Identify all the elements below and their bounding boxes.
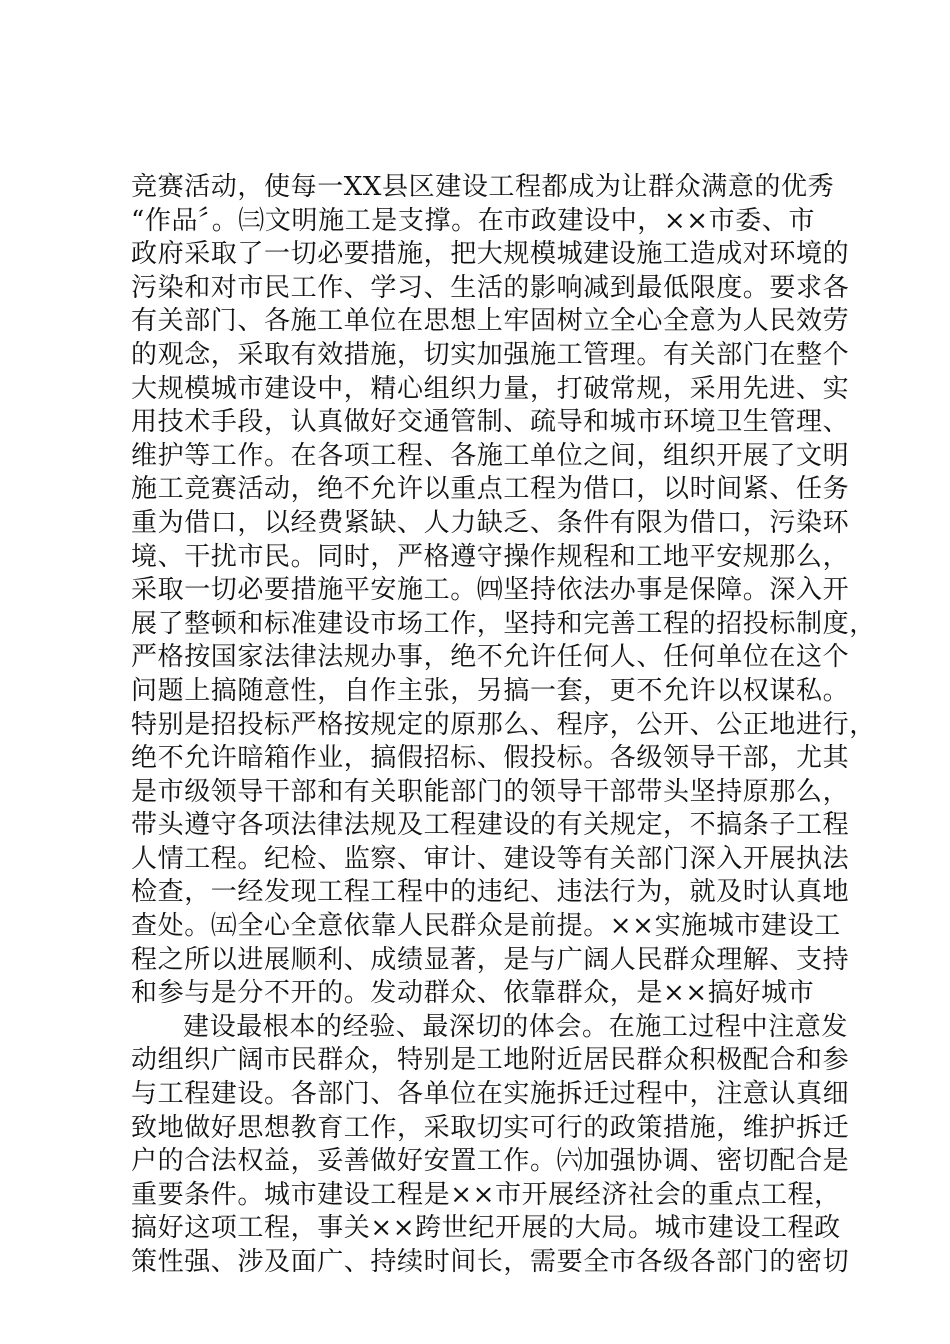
text-line: 是市级领导干部和有关职能部门的领导干部带头坚持原那么，	[131, 776, 850, 807]
text-line: 展了整顿和标准建设市场工作，坚持和完善工程的招投标制度，	[131, 608, 876, 639]
text-line: 重为借口，以经费紧缺、人力缺乏、条件有限为借口，污染环	[131, 507, 850, 538]
text-line: 绝不允许暗箱作业，搞假招标、假投标。各级领导干部，尤其	[131, 743, 850, 774]
text-line: 污染和对市民工作、学习、生活的影响减到最低限度。要求各	[131, 272, 850, 303]
text-line: 检查，一经发现工程工程中的违纪、违法行为，就及时认真地	[131, 877, 850, 908]
text-line: 竞赛活动，使每一XX县区建设工程都成为让群众满意的优秀	[131, 172, 835, 202]
text-line: 境、干扰市民。同时，严格遵守操作规程和工地平安规那么，	[131, 541, 850, 572]
text-line: 政府采取了一切必要措施，把大规模城建设施工造成对环境的	[131, 239, 850, 270]
text-line: 施工竞赛活动，绝不允许以重点工程为借口，以时间紧、任务	[131, 474, 850, 505]
text-line: 策性强、涉及面广、持续时间长，需要全市各级各部门的密切	[131, 1247, 850, 1277]
text-line: 致地做好思想教育工作，采取切实可行的政策措施，维护拆迁	[131, 1112, 850, 1143]
text-line: 用技术手段，认真做好交通管制、疏导和城市环境卫生管理、	[131, 407, 850, 438]
text-line: 维护等工作。在各项工程、各施工单位之间，组织开展了文明	[131, 440, 850, 471]
text-line: 动组织广阔市民群众，特别是工地附近居民群众积极配合和参	[131, 1045, 850, 1076]
text-line: 特别是招投标严格按规定的原那么、程序，公开、公正地进行，	[131, 709, 876, 740]
text-line: 人情工程。纪检、监察、审计、建设等有关部门深入开展执法	[131, 843, 850, 874]
text-line: 查处。㈤全心全意依靠人民群众是前提。××实施城市建设工	[131, 911, 841, 942]
text-line: “作品〞。㈢文明施工是支撑。在市政建设中，××市委、市	[131, 205, 816, 236]
text-line: 有关部门、各施工单位在思想上牢固树立全心全意为人民效劳	[131, 306, 850, 337]
text-line: 和参与是分不开的。发动群众、依靠群众，是××搞好城市	[131, 978, 815, 1009]
text-line: 重要条件。城市建设工程是××市开展经济社会的重点工程，	[131, 1179, 841, 1210]
text-line: 程之所以进展顺利、成绩显著，是与广阔人民群众理解、支持	[131, 944, 850, 975]
text-line: 户的合法权益，妥善做好安置工作。㈥加强协调、密切配合是	[131, 1146, 850, 1177]
text-line: 的观念，采取有效措施，切实加强施工管理。有关部门在整个	[131, 339, 850, 370]
text-line: 严格按国家法律法规办事，绝不允许任何人、任何单位在这个	[131, 642, 850, 673]
body-text	[131, 171, 876, 1280]
text-line: 带头遵守各项法律法规及工程建设的有关规定，不搞条子工程	[131, 810, 850, 841]
text-line: 采取一切必要措施平安施工。㈣坚持依法办事是保障。深入开	[131, 575, 850, 606]
text-line: 搞好这项工程，事关××跨世纪开展的大局。城市建设工程政	[131, 1213, 841, 1244]
text-line: 大规模城市建设中，精心组织力量，打破常规，采用先进、实	[131, 373, 850, 404]
paragraph-first-line: 建设最根本的经验、最深切的体会。在施工过程中注意发	[183, 1011, 849, 1042]
text-line: 与工程建设。各部门、各单位在实施拆迁过程中，注意认真细	[131, 1079, 850, 1110]
text-line: 问题上搞随意性，自作主张，另搞一套，更不允许以权谋私。	[131, 675, 850, 706]
